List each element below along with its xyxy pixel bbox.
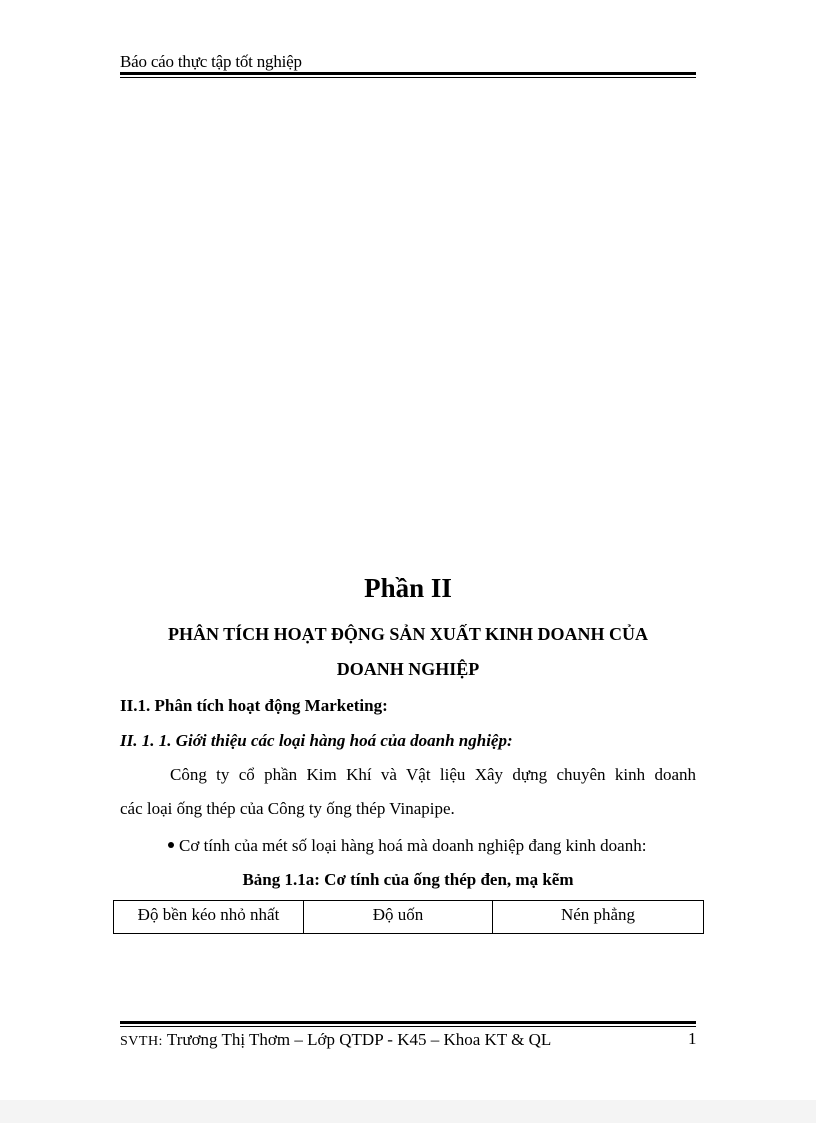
header-rule-thick [120, 72, 696, 75]
header-rule-thin [120, 77, 696, 78]
footer-author-text: Trương Thị Thơm – Lớp QTDP - K45 – Khoa KT & QL [166, 1030, 552, 1049]
table-header-cell: Độ uốn [304, 901, 493, 934]
footer-rule-thick [120, 1021, 696, 1024]
page-bottom-strip [0, 1100, 816, 1123]
properties-table [113, 900, 704, 934]
table-caption: Bảng 1.1a: Cơ tính của ống thép đen, mạ kẽm [242, 870, 574, 889]
page-number: 1 [688, 1029, 697, 1048]
subsection-heading: II. 1. 1. Giới thiệu các loại hàng hoá của doanh nghiệp: [120, 731, 513, 750]
part-heading-line-1: PHÂN TÍCH HOẠT ĐỘNG SẢN XUẤT KINH DOANH CỦA [167, 624, 649, 644]
table-header-cell: Độ bền kéo nhỏ nhất [114, 901, 304, 934]
paragraph-line-2: các loại ống thép của Công ty ống thép Vinapipe. [120, 799, 455, 818]
part-title: Phần II [364, 573, 452, 603]
section-heading: II.1. Phân tích hoạt động Marketing: [120, 696, 388, 715]
running-footer [120, 1030, 551, 1050]
part-heading-line-2: DOANH NGHIỆP [336, 659, 480, 679]
paragraph-line-1: Công ty cổ phần Kim Khí và Vật liệu Xây dựng chuyên kinh doanh [170, 765, 696, 784]
table-header-cell: Nén phẳng [493, 901, 704, 934]
table-header-row [114, 901, 704, 934]
footer-svth-label: SVTH: [120, 1034, 163, 1049]
bullet-item [168, 836, 646, 856]
bullet-icon [168, 842, 174, 848]
running-header: Báo cáo thực tập tốt nghiệp [120, 52, 302, 71]
footer-rule-thin [120, 1026, 696, 1027]
bullet-text: Cơ tính của mét số loại hàng hoá mà doanh nghiệp đang kinh doanh: [179, 836, 647, 855]
